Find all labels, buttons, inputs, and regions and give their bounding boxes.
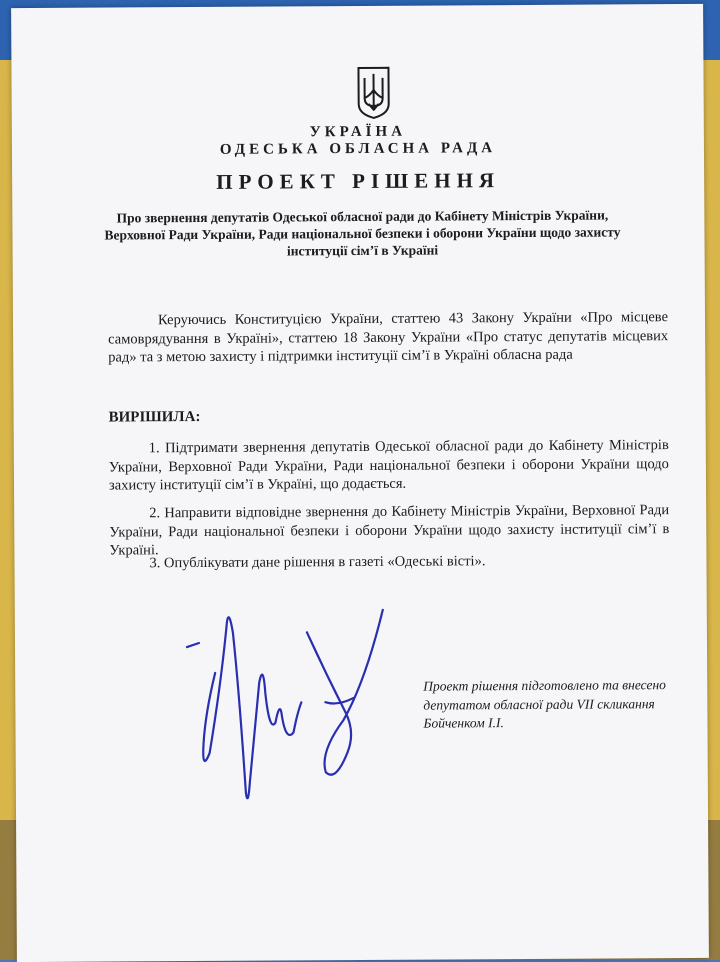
country-name: УКРАЇНА — [309, 123, 407, 141]
council-name: ОДЕСЬКА ОБЛАСНА РАДА — [219, 140, 497, 158]
document-sheet — [11, 4, 709, 962]
decision-item-3: 3. Опублікувати дане рішення в газеті «Одеські вісті». — [149, 553, 486, 572]
intro-paragraph: Керуючись Конституцією України, статтею 43 Закону України «Про місцеве самоврядування в Україні», статтею 18 Закону України «Про статус депутатів місцевих рад» та з метою захисту і підтримки інституції сім’ї в Україні обласна рада — [108, 309, 669, 366]
decision-item-2: 2. Направити відповідне звернення до Кабінету Міністрів України, Верховної Ради України, Ради національної безпеки і оборони України щодо захисту інституції сім’ї в Україні. — [109, 502, 670, 559]
trident-coat-of-arms-icon — [355, 66, 391, 120]
handwritten-signature — [175, 602, 396, 813]
prepared-by-note: Проект рішення підготовлено та внесено депутатом обласної ради VII скликання Бойченком І.І. — [423, 677, 666, 731]
document-title: ПРОЕКТ РІШЕННЯ — [216, 168, 501, 194]
decision-item-1: 1. Підтримати звернення депутатів Одеської обласної ради до Кабінету Міністрів України, Верховної Ради України, Ради національної безпеки і оборони України щодо захисту інституції сім’ї в Україні, що додається. — [108, 437, 669, 494]
document-subject: Про звернення депутатів Одеської обласної ради до Кабінету Міністрів України, Верховної Ради України, Ради національної безпеки і оборони України щодо захисту інституції сім’ї в Україні — [104, 207, 621, 259]
decided-heading: ВИРІШИЛА: — [108, 408, 201, 426]
